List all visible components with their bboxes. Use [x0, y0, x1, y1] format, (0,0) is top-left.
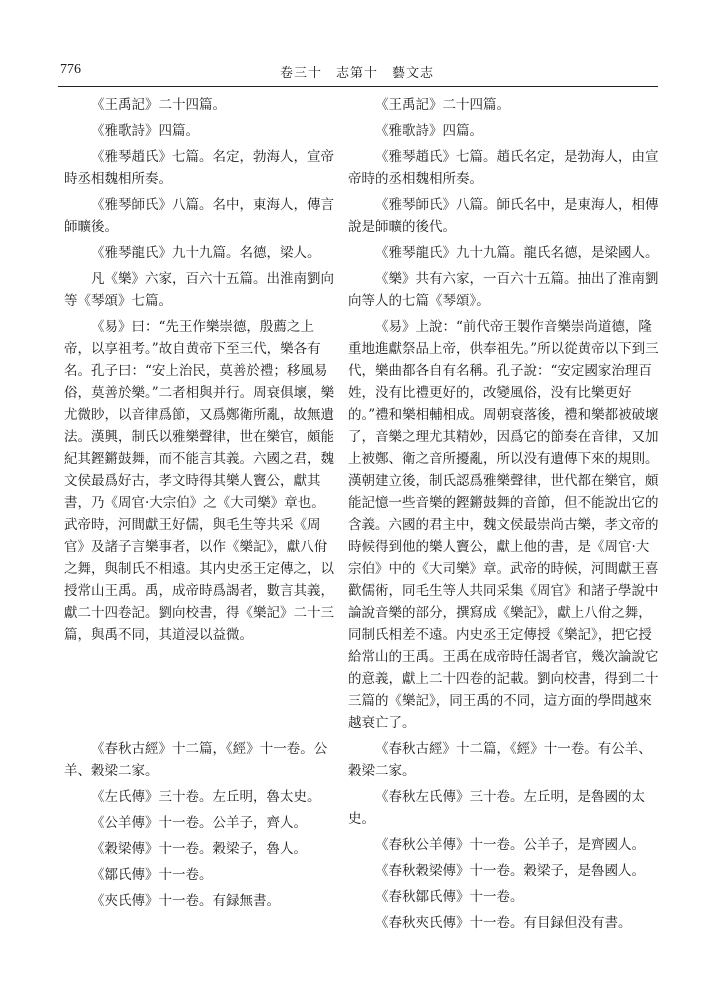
right-column-translation: [348, 94, 660, 738]
entry: 《春秋左氏傳》三十卷。左丘明，是魯國的太史。: [348, 789, 645, 827]
essay-paragraph: 《易》曰：“先王作樂崇德，殷薦之上帝，以享祖考。”故自黄帝下至三代，樂各有名。孔子曰：“安上治民，莫善於禮；移風易俗，莫善於樂。”二者相與并行。周衰俱壞，樂尤微眇，以音律爲節，又爲鄭衛所亂，故無遺法。漢興，制氏以雅樂聲律，世在樂官，頗能紀其鏗鏘鼓舞，而不能言其義。六國之君，魏文侯最爲好古，孝文時得其樂人竇公，獻其書，乃《周官·大宗伯》之《大司樂》章也。武帝時，河間獻王好儒，與毛生等共采《周官》及諸子言樂事者，以作《樂記》，獻八佾之舞，與制氏不相遠。其内史丞王定傳之，以授常山王禹。禹，成帝時爲謁者，數言其義，獻二十四卷記。劉向校書，得《樂記》二十三篇，與禹不同，其道浸以益微。: [64, 319, 335, 643]
running-title: 卷三十 志第十 藝文志: [280, 66, 435, 81]
page-number: 776: [60, 62, 81, 77]
entry: 《雅歌詩》四篇。: [91, 123, 199, 139]
entry: 《夾氏傳》十一卷。有録無書。: [91, 893, 280, 909]
entry: 《雅琴師氏》八篇。師氏名中，是東海人，相傳說是師曠的後代。: [348, 197, 659, 235]
entry: 《雅歌詩》四篇。: [375, 123, 483, 139]
entry: 《左氏傳》三十卷。左丘明，魯太史。: [91, 789, 321, 805]
entry: 《公羊傳》十一卷。公羊子，齊人。: [91, 815, 307, 831]
summary-paragraph: 《樂》共有六家，一百六十五篇。抽出了淮南劉向等人的七篇《琴頌》。: [348, 271, 659, 309]
left-column-chunqiu: [64, 738, 336, 916]
entry: 《鄒氏傳》十一卷。: [91, 867, 213, 883]
entry: 《雅琴龍氏》九十九篇。龍氏名德，是梁國人。: [375, 245, 659, 261]
essay-paragraph: 《易》上說：“前代帝王製作音樂崇尚道德，隆重地進獻祭品上帝，供奉祖先。”所以從黄帝以下到三代，樂曲都各自有名稱。孔子說：“安定國家治理百姓，没有比禮更好的，改變風俗，没有比樂更好的。”禮和樂相輔相成。周朝衰落後，禮和樂都被破壞了，音樂之理尤其精妙，因爲它的節奏在音律，又加上被鄭、衛之音所擾亂，所以没有遺傳下來的規則。漢朝建立後，制氏認爲雅樂聲律，世代都在樂官，頗能記憶一些音樂的鏗鏘鼓舞的音節，但不能說出它的含義。六國的君主中，魏文侯最崇尚古樂，孝文帝的時候得到他的樂人竇公，獻上他的書，是《周官·大宗伯》中的《大司樂》章。武帝的時候，河間獻王喜歡儒術，同毛生等人共同采集《周官》和諸子學說中論說音樂的部分，撰寫成《樂記》，獻上八佾之舞，同制氏相差不遠。内史丞王定傳授《樂記》，把它授給常山的王禹。王禹在成帝時任謁者官，幾次論說它的意義，獻上二十四卷的記載。劉向校書，得到二十三篇的《樂記》，同王禹的不同，這方面的學問越來越衰亡了。: [348, 319, 659, 731]
entry: 《穀梁傳》十一卷。穀梁子，魯人。: [91, 841, 307, 857]
entry: 《春秋穀梁傳》十一卷。穀梁子，是魯國人。: [375, 863, 645, 879]
entry: 《王禹記》二十四篇。: [375, 97, 510, 113]
header-rule: [58, 86, 658, 87]
entry: 《春秋公羊傳》十一卷。公羊子，是齊國人。: [375, 837, 645, 853]
left-column-classical: [64, 94, 336, 650]
entry: 《雅琴龍氏》九十九篇。名德，梁人。: [91, 245, 321, 261]
summary-paragraph: 凡《樂》六家，百六十五篇。出淮南劉向等《琴頌》七篇。: [64, 271, 334, 309]
page-header: [0, 62, 716, 86]
entry: 《雅琴趙氏》七篇。趙氏名定，是勃海人，由宣帝時的丞相魏相所奏。: [348, 149, 659, 187]
right-column-chunqiu-translation: [348, 738, 660, 938]
entry: 《春秋夾氏傳》十一卷。有目録但没有書。: [375, 915, 632, 931]
entry: 《春秋古經》十二篇，《經》十一卷。公羊、穀梁二家。: [64, 741, 328, 779]
entry: 《雅琴師氏》八篇。名中，東海人，傳言師曠後。: [64, 197, 334, 235]
entry: 《春秋古經》十二篇，《經》十一卷。有公羊、穀梁二家。: [348, 741, 652, 779]
entry: 《春秋鄒氏傳》十一卷。: [375, 889, 524, 905]
entry: 《王禹記》二十四篇。: [91, 97, 226, 113]
entry: 《雅琴趙氏》七篇。名定，勃海人，宣帝時丞相魏相所奏。: [64, 149, 334, 187]
